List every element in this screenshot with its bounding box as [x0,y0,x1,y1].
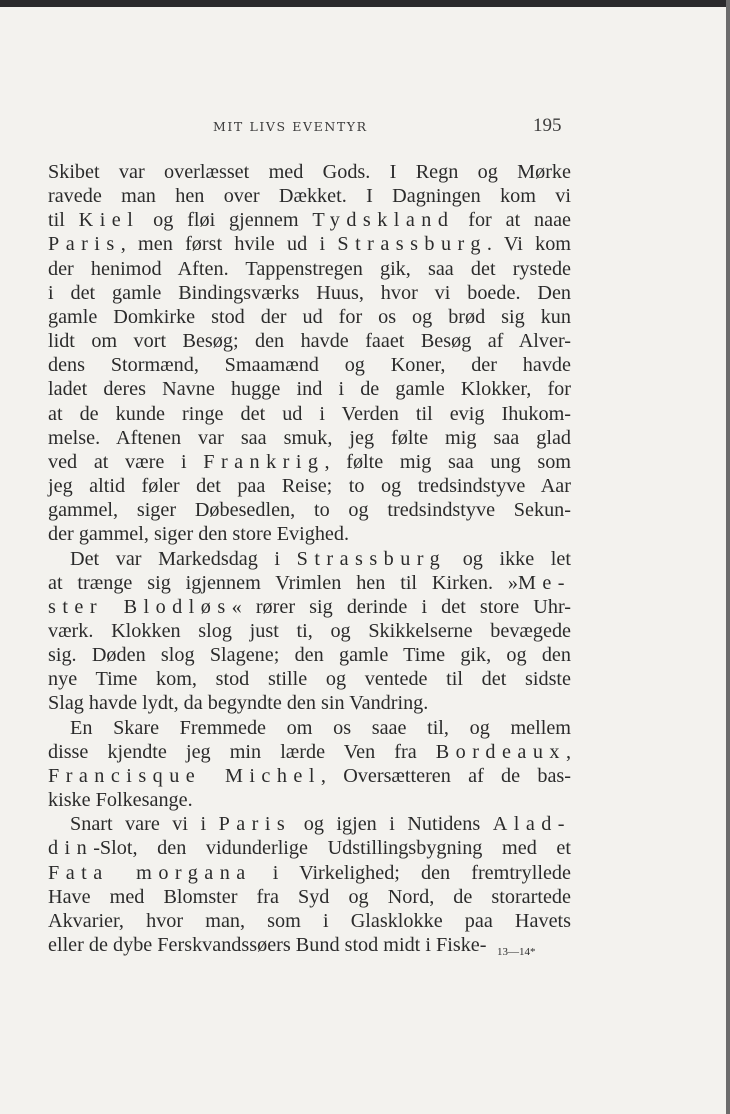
body-text [48,160,571,957]
running-title: MIT LIVS EVENTYR [213,119,368,134]
text-segment: ved at være i [48,450,204,473]
text-line [48,474,571,498]
text-line [48,716,571,740]
text-line [48,450,571,474]
text-line [48,885,571,909]
scan-top-border [0,0,730,7]
text-segment: , men først hvile ud i [120,233,338,256]
spaced-name: Tydskland [312,209,455,232]
text-line [48,643,571,667]
text-line [48,305,571,329]
text-line [48,232,571,256]
text-line [48,160,571,184]
spaced-name: din [48,837,94,860]
text-line [48,764,571,788]
text-segment: ravede man hen over Dækket. I Dagningen kom vi [48,185,571,208]
text-line [48,933,571,957]
text-line [48,667,571,691]
text-segment: sig. Døden slog Slagene; den gamle Time gik, og den [48,644,571,667]
text-segment: og fløi gjennem [139,209,313,232]
text-segment: i det gamle Bindingsværks Huus, hvor vi boede. Den [48,281,571,304]
spaced-name: Strassburg [337,233,487,256]
spaced-name: Paris [48,233,121,256]
spaced-name: ster Blodløs [48,595,232,618]
scan-right-edge [726,0,730,1114]
text-segment: Akvarier, hvor man, som i Glasklokke paa Havets [48,909,571,932]
spaced-name: Paris [218,813,292,836]
text-segment: . Vi kom [486,233,572,256]
text-segment: at trænge sig igjennem Vrimlen hen til Kirken. » [48,571,518,594]
text-line [48,353,571,377]
spaced-name: Strassburg [296,547,447,570]
printer-signature: 13—14* [497,946,536,958]
text-segment: melse. Aftenen var saa smuk, jeg følte mig saa glad [48,426,571,449]
text-line [48,812,571,836]
text-segment: ladet deres Navne hugge ind i de gamle Klokker, for [48,378,571,401]
text-segment: nye Time kom, stod stille og ventede til det sidste [48,668,571,691]
spaced-name: Me- [517,571,571,594]
text-segment: Det var Markedsdag i [70,547,297,570]
text-segment: , [565,740,571,763]
text-line [48,281,571,305]
text-segment: eller de dybe Ferskvandssøers Bund stod midt i Fiske- [48,934,487,956]
text-line [48,836,571,860]
text-segment: kiske Folkesange. [48,789,193,812]
text-line [48,184,571,208]
page-number: 195 [533,115,562,136]
text-line [48,522,571,546]
spaced-name: Fata morgana [48,861,252,884]
text-segment: der gammel, siger den store Evighed. [48,523,350,546]
text-segment: der henimod Aften. Tappenstregen gik, saa det rystede [48,257,571,280]
text-line [48,402,571,426]
text-line [48,547,571,571]
text-segment: En Skare Fremmede om os saae til, og mellem [70,716,571,739]
text-segment: Have med Blomster fra Syd og Nord, de storartede [48,885,571,908]
text-line [48,377,571,401]
text-line [48,571,571,595]
text-line [48,426,571,450]
text-line [48,498,571,522]
text-segment: til [48,209,79,232]
text-line [48,788,571,812]
text-line [48,740,571,764]
text-segment: Skibet var overlæsset med Gods. I Regn og Mørke [48,161,571,183]
spaced-name: Francisque Michel [48,764,321,787]
text-segment: gammel, siger Døbesedlen, to og tredsindstyve Sekun- [48,499,571,522]
text-segment: dens Stormænd, Smaamænd og Koner, der havde [48,354,571,377]
text-segment: og ikke let [446,547,571,570]
text-segment: værk. Klokken slog just ti, og Skikkelserne bevægede [48,619,571,642]
text-segment: -Slot, den vidunderlige Udstillingsbygning med et [93,837,571,860]
spaced-name: Kiel [78,209,140,232]
text-segment: i Virkelighed; den fremtryllede [251,861,571,884]
text-line [48,861,571,885]
text-segment: disse kjendte jeg min lærde Ven fra [48,740,436,763]
spaced-name: Bordeaux [435,740,566,763]
text-segment: og igjen i Nutidens [291,813,493,836]
spaced-name: Frankrig [203,450,325,473]
text-segment: Snart vare vi i [70,813,219,836]
text-line [48,909,571,933]
text-segment: Slag havde lydt, da begyndte den sin Vandring. [48,692,429,715]
text-line [48,257,571,281]
text-line [48,208,571,232]
text-segment: for at naae [454,209,571,232]
text-segment: gamle Domkirke stod der ud for os og brød sig kun [48,305,571,328]
text-segment: , Oversætteren af de bas- [320,764,571,787]
text-segment: lidt om vort Besøg; den havde faaet Besøg af Alver- [48,330,571,353]
text-segment: « rører sig derinde i det store Uhr- [231,595,571,618]
text-line [48,595,571,619]
text-line [48,619,571,643]
text-line [48,329,571,353]
text-segment: , følte mig saa ung som [324,450,571,473]
text-line [48,691,571,715]
text-segment: at de kunde ringe det ud i Verden til evig Ihukom- [48,402,571,425]
spaced-name: Alad- [492,813,571,836]
text-segment: jeg altid føler det paa Reise; to og tredsindstyve Aar [48,475,571,498]
